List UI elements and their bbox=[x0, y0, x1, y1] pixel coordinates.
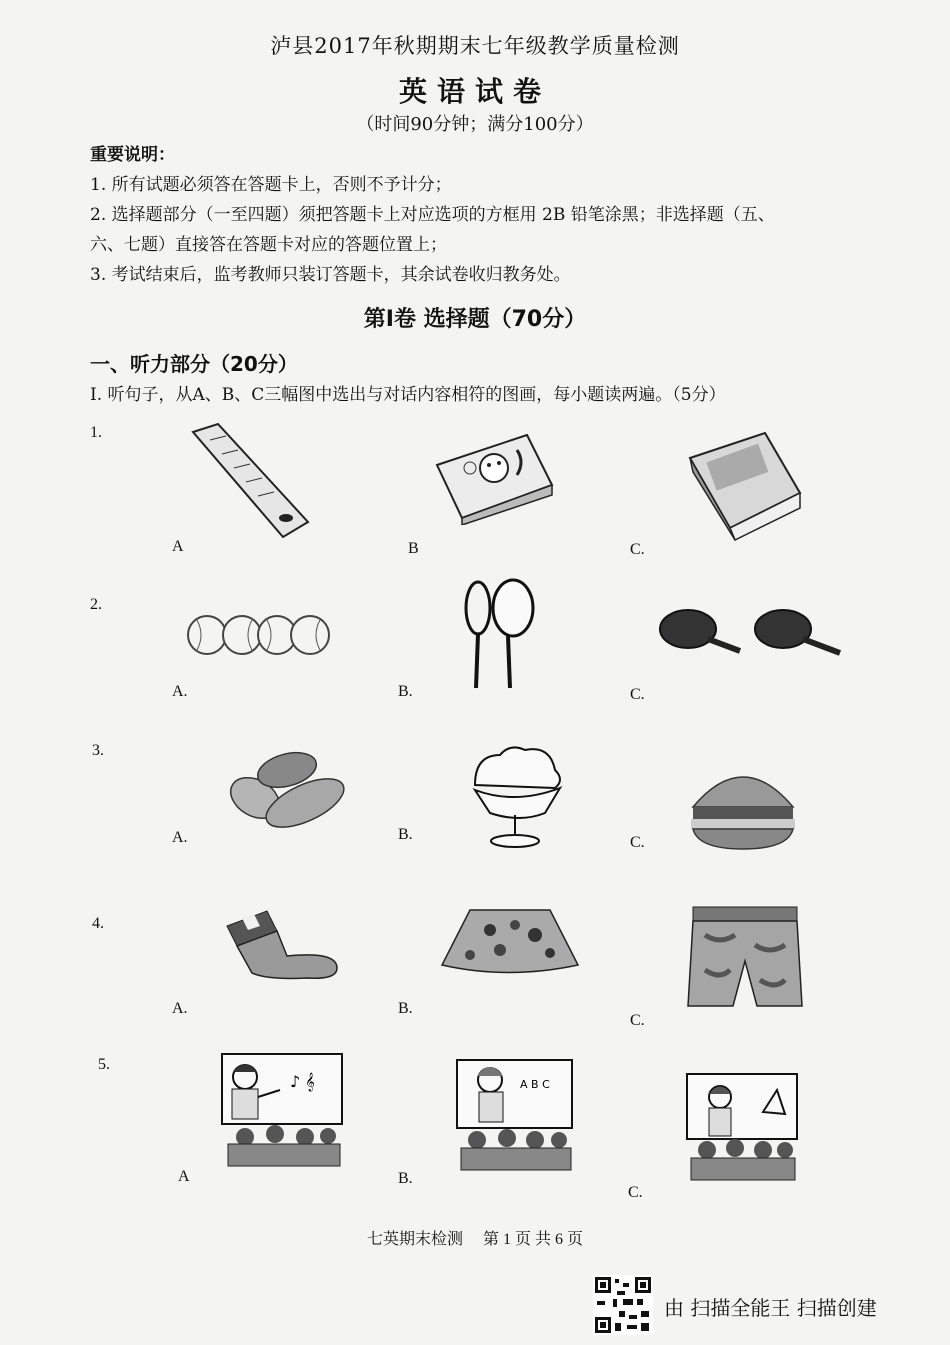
pencil-box-picture bbox=[432, 430, 557, 525]
option-label: C. bbox=[630, 834, 645, 851]
option-label: A bbox=[178, 1168, 190, 1185]
option-label: B. bbox=[398, 1000, 413, 1017]
carrots-picture bbox=[225, 748, 350, 833]
notes-heading: 重要说明： bbox=[90, 145, 175, 165]
time-info: （时间90分钟；满分100分） bbox=[356, 114, 594, 135]
note-item: 1. 所有试题必须答在答题卡上，否则不予计分； bbox=[90, 175, 452, 195]
footer-page-number: 第 1 页 共 6 页 bbox=[483, 1231, 584, 1248]
note-item: 2. 选择题部分（一至四题）须把答题卡上对应选项的方框用 2B 铅笔涂黑；非选择题（五、 bbox=[90, 205, 775, 225]
scanner-watermark: 由 扫描全能王 扫描创建 bbox=[664, 1296, 877, 1320]
question-number: 1. bbox=[90, 424, 102, 441]
svg-text:♪ 𝄞: ♪ 𝄞 bbox=[290, 1072, 315, 1091]
exam-title: 泸县2017年秋期期末七年级教学质量检测 bbox=[270, 34, 680, 58]
ruler-picture bbox=[188, 422, 313, 542]
option-label: A. bbox=[172, 683, 188, 700]
instructions-block bbox=[90, 140, 910, 290]
shorts-picture bbox=[685, 905, 805, 1010]
balls-picture bbox=[185, 610, 330, 660]
tennis-rackets-picture bbox=[458, 578, 538, 693]
book-picture bbox=[685, 428, 805, 543]
question-number: 2. bbox=[90, 596, 102, 613]
ping-pong-paddles-picture bbox=[658, 607, 848, 667]
option-label: C. bbox=[630, 541, 645, 558]
option-label: A bbox=[172, 538, 184, 555]
question-number: 5. bbox=[98, 1056, 110, 1073]
option-label: B. bbox=[398, 1170, 413, 1187]
option-label: B bbox=[408, 540, 419, 557]
option-label: A. bbox=[172, 829, 188, 846]
footer-doc-name: 七英期末检测 bbox=[366, 1231, 463, 1248]
option-label: B. bbox=[398, 683, 413, 700]
music-class-picture bbox=[220, 1052, 345, 1170]
math-class-picture bbox=[685, 1072, 800, 1184]
skirt-picture bbox=[440, 905, 580, 975]
subject-title: 英语试卷 bbox=[398, 75, 551, 108]
qr-code-icon bbox=[593, 1275, 653, 1335]
page-footer bbox=[0, 1226, 950, 1249]
blackboard-letters: A B C bbox=[520, 1078, 550, 1091]
sock-picture bbox=[222, 906, 342, 981]
question-number: 4. bbox=[92, 915, 104, 932]
section-instruction: Ⅰ. 听句子，从A、B、C三幅图中选出与对话内容相符的图画，每小题读两遍。（5分） bbox=[90, 385, 726, 405]
note-item: 3. 考试结束后，监考教师只装订答题卡，其余试卷收归教务处。 bbox=[90, 265, 571, 285]
option-label: B. bbox=[398, 826, 413, 843]
hamburger-picture bbox=[688, 772, 798, 852]
english-class-picture bbox=[455, 1058, 575, 1173]
ice-cream-picture bbox=[465, 745, 565, 855]
option-label: C. bbox=[628, 1184, 643, 1201]
option-label: C. bbox=[630, 686, 645, 703]
option-label: C. bbox=[630, 1012, 645, 1029]
part-title: 第Ⅰ卷 选择题（70分） bbox=[363, 307, 587, 332]
note-item: 六、七题）直接答在答题卡对应的答题位置上； bbox=[90, 235, 447, 255]
question-number: 3. bbox=[92, 742, 104, 759]
section-title: 一、听力部分（20分） bbox=[90, 352, 298, 376]
option-label: A. bbox=[172, 1000, 188, 1017]
